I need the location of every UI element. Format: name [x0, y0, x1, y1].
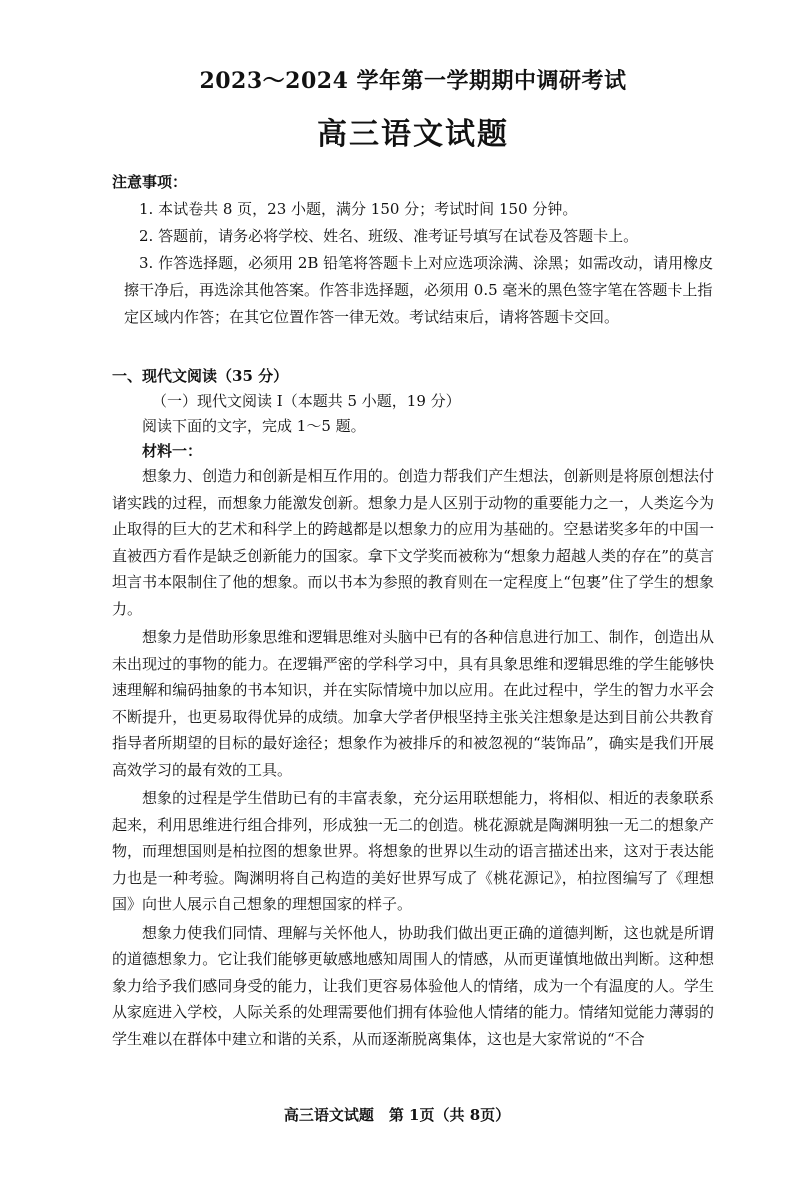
- passage-paragraph: 想象力使我们同情、理解与关怀他人，协助我们做出更正确的道德判断，这也就是所谓的道德想象力。它让我们能够更敏感地感知周围人的情感，从而更谨慎地做出判断。这种想象力给予我们感同身受的能力，让我们更容易体验他人的情绪，成为一个有温度的人。学生从家庭进入学校，人际关系的处理需要他们拥有体验他人情绪的能力。情绪知觉能力薄弱的学生难以在群体中建立和谐的关系，从而逐渐脱离集体，这也是大家常说的“不合: [112, 923, 714, 1048]
- page-footer: 高三语文试题 第 1页（共 8页）: [283, 1106, 511, 1124]
- passage-paragraph: 想象力是借助形象思维和逻辑思维对头脑中已有的各种信息进行加工、制作，创造出从未出现过的事物的能力。在逻辑严密的学科学习中，具有具象思维和逻辑思维的学生能够快速理解和编码抽象的书本知识，并在实际情境中加以应用。在此过程中，学生的智力水平会不断提升，也更易取得优异的成绩。加拿大学者伊根坚持主张关注想象是达到目前公共教育指导者所期望的目标的最好途径；想象作为被排斥的和被忽视的“装饰品”，确实是我们开展高效学习的最有效的工具。: [112, 628, 714, 779]
- note-item: 2. 答题前，请务必将学校、姓名、班级、准考证号填写在试卷及答题卡上。: [139, 227, 639, 245]
- reading-instruction: 阅读下面的文字，完成 1～5 题。: [142, 417, 366, 435]
- passage-paragraph: 想象的过程是学生借助已有的丰富表象，充分运用联想能力，将相似、相近的表象联系起来，利用思维进行组合排列，形成独一无二的创造。桃花源就是陶渊明独一无二的想象产物，而理想国则是柏拉图的想象世界。将想象的世界以生动的语言描述出来，这对于表达能力也是一种考验。陶渊明将自己构造的美好世界写成了《桃花源记》，柏拉图编写了《理想国》向世人展示自己想象的理想国家的样子。: [112, 789, 714, 913]
- section-heading: 一、现代文阅读（35 分）: [112, 367, 289, 385]
- note-item: 3. 作答选择题，必须用 2B 铅笔将答题卡上对应选项涂满、涂黑；如需改动，请用橡皮擦干净后，再选涂其他答案。作答非选择题，必须用 0.5 毫米的黑色签字笔在答题卡上指定区域内作答；在其它位置作答一律无效。考试结束后，请将答题卡交回。: [124, 254, 714, 326]
- subject-title: 高三语文试题: [317, 117, 509, 152]
- notes-list: [112, 196, 714, 331]
- passage-paragraph: 想象力、创造力和创新是相互作用的。创造力帮我们产生想法，创新则是将原创想法付诸实践的过程，而想象力能激发创新。想象力是人区别于动物的重要能力之一，人类迄今为止取得的巨大的艺术和科学上的跨越都是以想象力的应用为基础的。空悬诺奖多年的中国一直被西方看作是缺乏创新能力的国家。拿下文学奖而被称为“想象力超越人类的存在”的莫言坦言书本限制住了他的想象。而以书本为参照的教育则在一定程度上“包裹”住了学生的想象力。: [112, 467, 714, 618]
- notes-heading: 注意事项：: [112, 173, 188, 191]
- note-item: 1. 本试卷共 8 页，23 小题，满分 150 分；考试时间 150 分钟。: [139, 200, 578, 218]
- material-label: 材料一：: [142, 442, 203, 460]
- exam-title: 2023～2024 学年第一学期期中调研考试: [199, 68, 627, 94]
- section-subheading: （一）现代文阅读 I（本题共 5 小题，19 分）: [152, 392, 461, 410]
- exam-page: [0, 64, 794, 1188]
